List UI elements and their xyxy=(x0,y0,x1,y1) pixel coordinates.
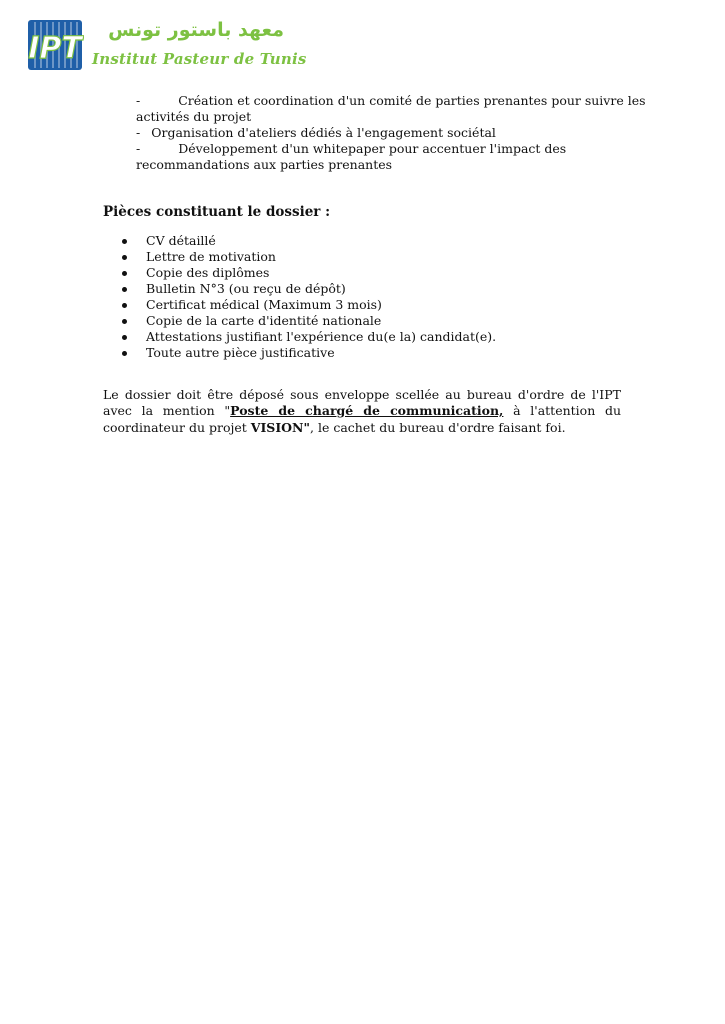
list-item xyxy=(0,265,496,281)
position-title: Poste de chargé de communication, xyxy=(230,403,504,418)
logo-letters: IPT xyxy=(28,31,82,66)
list-item xyxy=(0,329,496,345)
bullet-icon xyxy=(122,303,127,308)
list-item xyxy=(0,249,496,265)
bullet-icon xyxy=(122,271,127,276)
document-label: Copie de la carte d'identité nationale xyxy=(146,313,382,328)
list-item-continuation: activités du projet xyxy=(136,109,252,124)
list-item xyxy=(0,233,496,249)
bullet-icon xyxy=(122,319,127,324)
document-label: Bulletin N°3 (ou reçu de dépôt) xyxy=(146,281,346,296)
activity-text: Développement d'un whitepaper pour accentuer l'impact des xyxy=(178,141,567,156)
list-item xyxy=(0,281,496,297)
document-label: Attestations justifiant l'expérience du(e la) candidat(e). xyxy=(146,329,497,344)
documents-list xyxy=(0,233,496,361)
bullet-icon xyxy=(122,287,127,292)
bullet-icon xyxy=(122,239,127,244)
project-name: VISION" xyxy=(250,419,310,435)
list-item xyxy=(136,141,616,157)
document-label: Lettre de motivation xyxy=(146,249,276,264)
list-item xyxy=(0,297,496,313)
bullet-icon xyxy=(122,335,127,340)
closing-text-3: , le cachet du bureau d'ordre faisant foi. xyxy=(310,419,566,435)
dash-marker: - xyxy=(136,125,141,140)
dash-marker: - xyxy=(136,93,141,108)
activity-text: Création et coordination d'un comité de parties prenantes pour suivre les xyxy=(178,93,646,108)
logo-arabic-name: معهد باستور تونس xyxy=(108,19,284,41)
closing-text-1: Le dossier doit être déposé sous enveloppe scellée au bureau d'ordre de l'IPT avec la mention " xyxy=(103,386,621,418)
bullet-icon xyxy=(122,351,127,356)
document-label: Certificat médical (Maximum 3 mois) xyxy=(146,297,382,312)
activity-text: Organisation d'ateliers dédiés à l'engagement sociétal xyxy=(151,125,496,140)
document-label: CV détaillé xyxy=(146,233,216,248)
list-item xyxy=(136,125,616,141)
document-label: Copie des diplômes xyxy=(146,265,270,280)
logo-latin-name: Institut Pasteur de Tunis xyxy=(92,50,307,68)
submission-instructions xyxy=(103,387,621,437)
ipt-logo-mark-icon xyxy=(26,16,84,74)
activities-list xyxy=(136,93,646,173)
documents-heading: Pièces constituant le dossier : xyxy=(103,204,331,220)
list-item xyxy=(136,93,646,109)
ipt-logo xyxy=(26,14,307,76)
list-item xyxy=(0,345,496,361)
list-item-continuation: recommandations aux parties prenantes xyxy=(136,157,393,172)
dash-marker: - xyxy=(136,141,141,156)
document-label: Toute autre pièce justificative xyxy=(146,345,335,360)
closing-text-2: à l'attention du coordinateur du projet xyxy=(103,403,622,435)
bullet-icon xyxy=(122,255,127,260)
list-item xyxy=(0,313,496,329)
